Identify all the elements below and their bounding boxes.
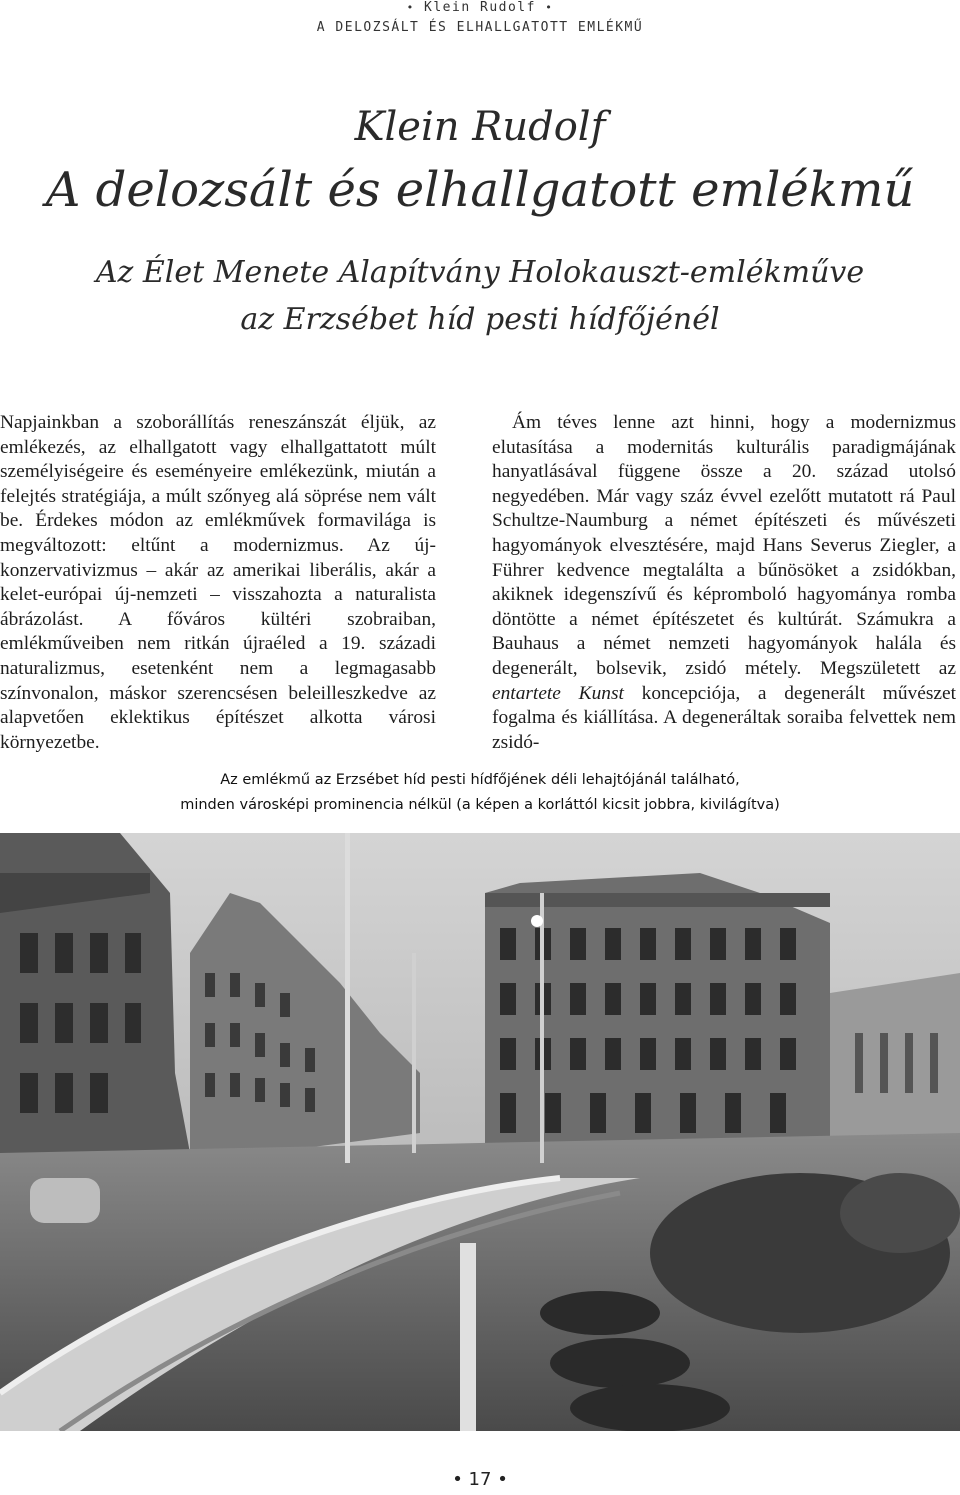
body-column-right <box>492 411 956 755</box>
caption-line-1: Az emlékmű az Erzsébet híd pesti hídfőjének déli lehajtójánál található, <box>220 772 740 788</box>
caption-line-2: minden városképi prominencia nélkül (a képen a korláttól kicsit jobbra, kivilágítva) <box>180 797 780 813</box>
car-left <box>30 1178 100 1223</box>
bullet-right: • <box>545 1 554 14</box>
body-column-left <box>0 411 436 755</box>
article-subtitle-line1: Az Élet Menete Alapítvány Holokauszt-emlékműve <box>95 255 865 290</box>
running-head-author-text: Klein Rudolf <box>424 0 536 15</box>
article-author: Klein Rudolf <box>354 104 606 150</box>
running-head-title: A DELOZSÁLT ÉS ELHALLGATOTT EMLÉKMŰ <box>316 20 644 35</box>
lamp-post-2 <box>412 953 416 1153</box>
page-number-footer <box>0 1469 960 1490</box>
article-title: A delozsált és elhallgatott emlékmű <box>45 162 915 218</box>
lamp-post-3 <box>540 893 544 1163</box>
right-text-a: Ám téves lenne azt hinni, hogy a modernizmus elutasítása a modernitás kulturális paradigmájának hanyatlásával függene össze a 20. század utolsó negyedében. Már vagy száz évvel ezelőtt mutatott rá Paul Schultze-Naumburg a német építészeti és művészeti hagyományok elvesztésére, majd Hans Severus Ziegler, a Führer kedvence megtalálta a bűnösöket a zsidókban, akiknek idegenszívű és képromboló hagyománya romba döntötte a német építészetet és kultúrát. Számukra a Bauhaus a német nemzeti hagyományok halála és degenerált, bolsevik, zsidó métely. Megszületett az <box>492 412 956 679</box>
city-photo <box>0 833 960 1431</box>
bullet-left: • <box>406 1 415 14</box>
left-paragraph: Napjainkban a szoborállítás reneszánszát éljük, az emlékezés, az elhallgatott vagy elhallgattatott múlt személyiségeire és eseményeire emlékezünk, miután a felejtés stratégiája, a múlt szőnyeg alá söprése nem vált be. Érdekes módon az emlékművek formavilága is megváltozott: eltűnt a modernizmus. Az új-konzervativizmus – akár az amerikai liberális, akár a kelet-európai új-nemzeti – visszahozta a naturalista ábrázolást. A főváros kültéri szobraiban, emlékműveiben nem ritkán újraéled a 19. századi naturalizmus, esetenként nem a legmagasabb színvonalon, máskor szerencsésen beleilleszkedve az alapvetően eklektikus építészet alkotta városi környezetbe. <box>0 412 436 753</box>
article-subtitle-line2: az Erzsébet híd pesti hídfőjénél <box>240 302 720 337</box>
footer-bullet-right: • <box>497 1469 508 1490</box>
page-number: 17 <box>468 1469 492 1490</box>
photo-caption <box>0 768 960 818</box>
right-text-italic: entartete Kunst <box>492 682 624 704</box>
ramp-pillar <box>460 1243 476 1431</box>
lamp-post-1 <box>345 833 350 1163</box>
running-head-author <box>0 0 960 15</box>
right-text-b: koncepciója, a degenerált művészet fogalma és kiállítása. A degeneráltak soraiba felvettek nem zsidó- <box>492 682 956 753</box>
right-paragraph <box>492 411 956 755</box>
footer-bullet-left: • <box>452 1469 463 1490</box>
